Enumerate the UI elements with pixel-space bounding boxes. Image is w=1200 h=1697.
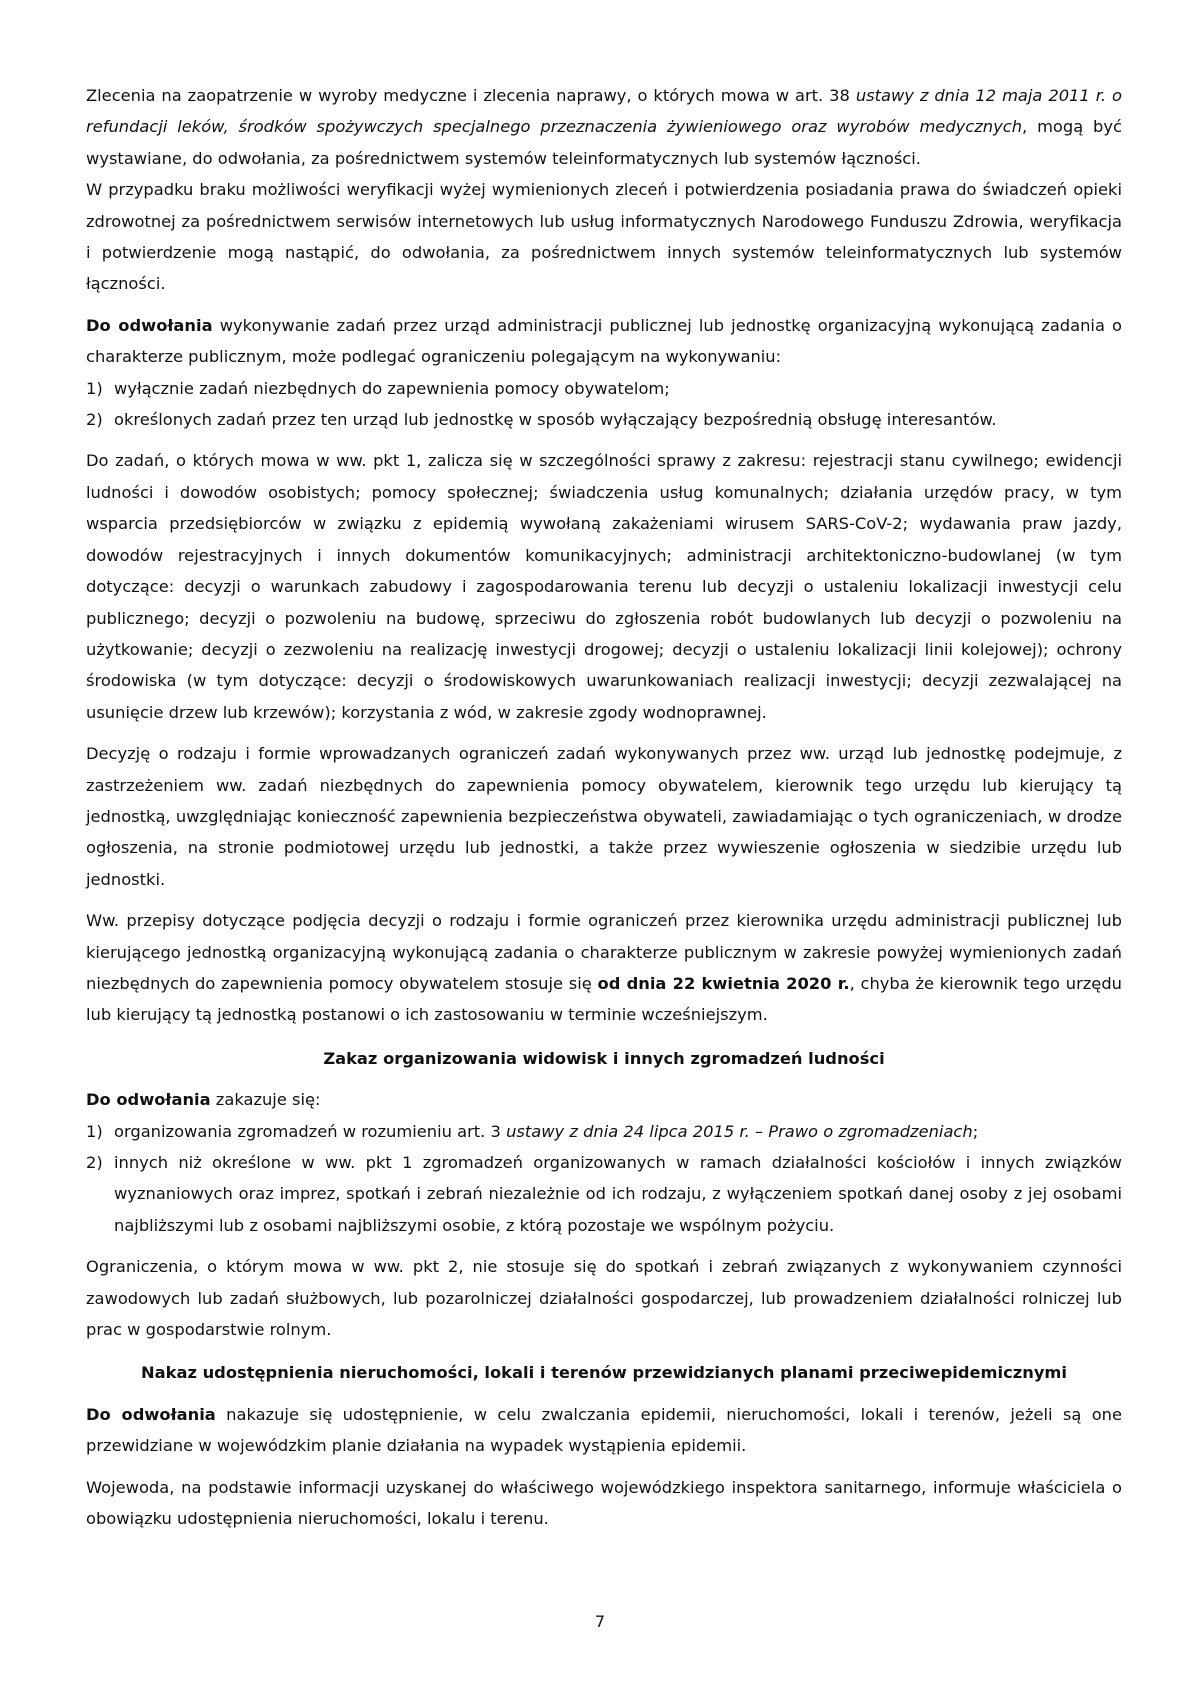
paragraph-nakazuje: Do odwołania nakazuje się udostępnienie, w celu zwalczania epidemii, nieruchomości, lokali i terenów, jeżeli są one przewidziane w wojewódzkim planie działania na wypadek wystąpienia epidemii.: [86, 1404, 1122, 1456]
list-item: 1) wyłącznie zadań niezbędnych do zapewnienia pomocy obywatelom;: [86, 378, 670, 398]
bold-do-odwolania: Do odwołania: [86, 1404, 216, 1424]
list-item: 1) organizowania zgromadzeń w rozumieniu art. 3 ustawy z dnia 24 lipca 2015 r. – Prawo o zgromadzeniach;: [86, 1121, 979, 1141]
bold-date: od dnia 22 kwietnia 2020 r.: [597, 973, 850, 993]
list-zakazy: [86, 1116, 1122, 1242]
paragraph-decyzja: Decyzję o rodzaju i formie wprowadzanych ograniczeń zadań wykonywanych przez ww. urząd lub jednostkę podejmuje, z zastrzeżeniem ww. zadań niezbędnych do zapewnienia pomocy obywatelem, kierownik tego urzędu lub kierujący tą jednostką, uwzględniając konieczność zapewnienia bezpieczeństwa obywateli, zawiadamiając o tych ograniczeniach, w drodze ogłoszenia, na stronie podmiotowej urzędu lub jednostki, a także przez wywieszenie ogłoszenia w siedzibie urzędu lub jednostki.: [86, 744, 1122, 889]
paragraph-przepisy: Ww. przepisy dotyczące podjęcia decyzji o rodzaju i formie ograniczeń przez kierownika urzędu administracji publicznej lub kierującego jednostką organizacyjną wykonującą zadania o charakterze publicznym w zakresie powyżej wymienionych zadań niezbędnych do zapewnienia pomocy obywatelem stosuje się od dnia 22 kwietnia 2020 r., chyba że kierownik tego urzędu lub kierujący tą jednostką postanowi o ich zastosowaniu w terminie wcześniejszym.: [86, 911, 1122, 1025]
bold-do-odwolania: Do odwołania: [86, 315, 213, 335]
list-item: 2) określonych zadań przez ten urząd lub jednostkę w sposób wyłączający bezpośrednią obsługę interesantów.: [86, 410, 997, 430]
paragraph-ograniczenia-pkt2: Ograniczenia, o którym mowa w ww. pkt 2, nie stosuje się do spotkań i zebrań związanych z wykonywaniem czynności zawodowych lub zadań służbowych, lub pozarolniczej działalności gospodarczej, lub prowadzeniem działalności rolniczej lub prac w gospodarstwie rolnym.: [86, 1257, 1122, 1340]
paragraph-weryfikacja: W przypadku braku możliwości weryfikacji wyżej wymienionych zleceń i potwierdzenia posiadania prawa do świadczeń opieki zdrowotnej za pośrednictwem serwisów internetowych lub usług informatycznych Narodowego Funduszu Zdrowia, weryfikacja i potwierdzenie mogą nastąpić, do odwołania, za pośrednictwem innych systemów teleinformatycznych lub systemów łączności.: [86, 180, 1122, 294]
page-number: 7: [594, 1612, 606, 1631]
paragraph-wojewoda: Wojewoda, na podstawie informacji uzyskanej do właściwego wojewódzkiego inspektora sanitarnego, informuje właściciela o obowiązku udostępnienia nieruchomości, lokalu i terenu.: [86, 1477, 1122, 1529]
paragraph-ograniczenia-zadan: Do odwołania wykonywanie zadań przez urząd administracji publicznej lub jednostkę organizacyjną wykonującą zadania o charakterze publicznym, może podlegać ograniczeniu polegającym na wykonywaniu:: [86, 315, 1123, 367]
section-heading-zakaz: Zakaz organizowania widowisk i innych zgromadzeń ludności: [323, 1048, 885, 1068]
bold-do-odwolania: Do odwołania: [86, 1090, 211, 1110]
paragraph-zakazuje: Do odwołania zakazuje się:: [86, 1090, 321, 1110]
paragraph-zlecenia: Zlecenia na zaopatrzenie w wyroby medyczne i zlecenia naprawy, o których mowa w art. 38 ustawy z dnia 12 maja 2011 r. o refundacji leków, środków spożywczych specjalnego przeznaczenia żywieniowego oraz wyrobów medycznych, mogą być wystawiane, do odwołania, za pośrednictwem systemów teleinformatycznych lub systemów łączności.: [86, 86, 1122, 168]
act-reference: ustawy z dnia 24 lipca 2015 r. – Prawo o zgromadzeniach: [506, 1121, 973, 1141]
section-heading-nakaz: Nakaz udostępnienia nieruchomości, lokali i terenów przewidzianych planami przeciwepidemicznymi: [141, 1363, 1067, 1383]
act-reference: ustawy z dnia 12 maja 2011 r. o refundacji leków, środków spożywczych specjalnego przeznaczenia żywieniowego oraz wyrobów medycznych: [86, 86, 1122, 137]
list-item: 2) innych niż określone w ww. pkt 1 zgromadzeń organizowanych w ramach działalności kościołów i innych związków wyznaniowych oraz imprez, spotkań i zebrań niezależnie od ich rodzaju, z wyłączeniem spotkań danej osoby z jej osobami najbliższymi lub z osobami najbliższymi osobie, z którą pozostaje we wspólnym pożyciu.: [86, 1153, 1122, 1235]
list-ograniczenia: [86, 373, 1122, 436]
paragraph-zakres-zadan: Do zadań, o których mowa w ww. pkt 1, zalicza się w szczególności sprawy z zakresu: rejestracji stanu cywilnego; ewidencji ludności i dowodów osobistych; pomocy społecznej; świadczenia usług komunalnych; działania urzędów pracy, w tym wsparcia przedsiębiorców w związku z epidemią wywołaną zakażeniami wirusem SARS-CoV-2; wydawania praw jazdy, dowodów rejestracyjnych i innych dokumentów komunikacyjnych; administracji architektoniczno-budowlanej (w tym dotyczące: decyzji o warunkach zabudowy i zagospodarowania terenu lub decyzji o ustaleniu lokalizacji inwestycji celu publicznego; decyzji o pozwoleniu na budowę, sprzeciwu do zgłoszenia robót budowlanych lub decyzji o pozwoleniu na użytkowanie; decyzji o zezwoleniu na realizację inwestycji drogowej; decyzji o ustaleniu lokalizacji linii kolejowej); ochrony środowiska (w tym dotyczące: decyzji o środowiskowych uwarunkowaniach realizacji inwestycji; decyzji zezwalającej na usunięcie drzew lub krzewów); korzystania z wód, w zakresie zgody wodnoprawnej.: [86, 451, 1122, 722]
document-page: [86, 80, 1122, 1534]
